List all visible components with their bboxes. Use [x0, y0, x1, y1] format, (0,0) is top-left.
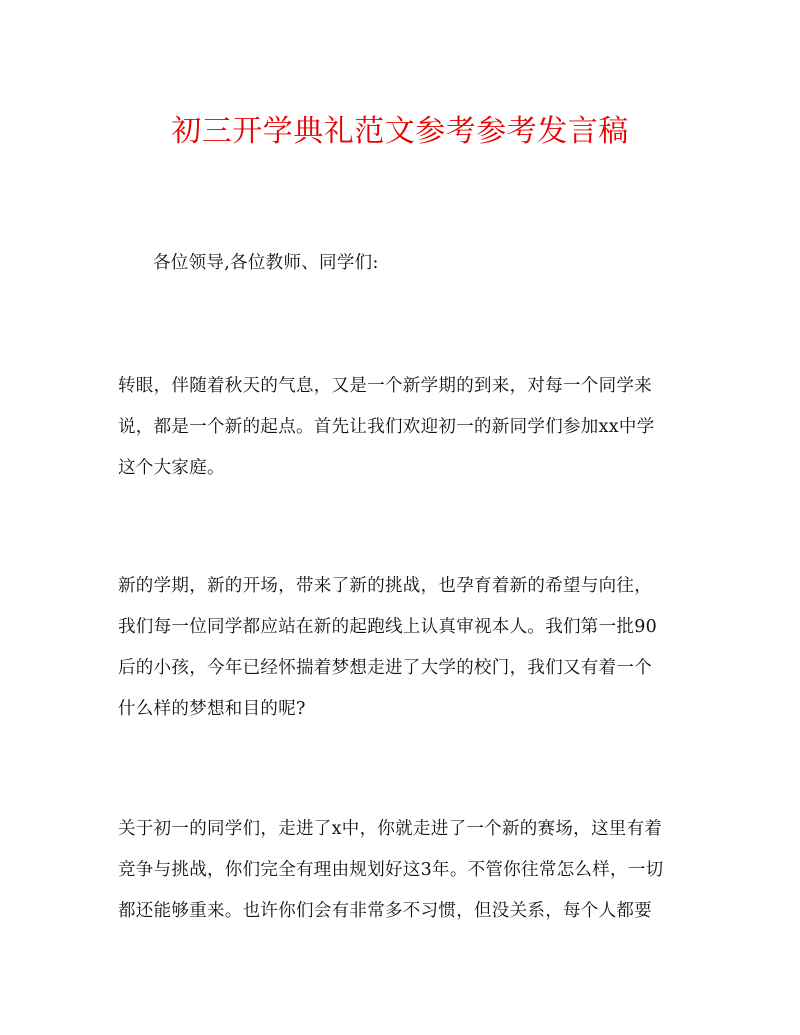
paragraph-line: 都还能够重来。也许你们会有非常多不习惯，但没关系，每个人都要 [118, 901, 652, 921]
paragraph-line: 关于初一的同学们，走进了x中，你就走进了一个新的赛场，这里有着 [118, 819, 663, 839]
document-title: 初三开学典礼范文参考参考发言稿 [171, 114, 629, 149]
paragraph [118, 366, 688, 489]
salutation: 各位领导,各位教师、同学们: [153, 253, 379, 273]
paragraph-line: 什么样的梦想和目的呢? [118, 699, 306, 719]
paragraph-line: 转眼，伴随着秋天的气息，又是一个新学期的到来，对每一个同学来 [118, 376, 652, 396]
paragraph-line: 我们每一位同学都应站在新的起跑线上认真审视本人。我们第一批90 [118, 617, 658, 637]
paragraph-line: 新的学期，新的开场，带来了新的挑战，也孕育着新的希望与向往， [118, 576, 652, 596]
paragraph-line: 竞争与挑战，你们完全有理由规划好这3年。不管你往常怎么样，一切 [118, 860, 664, 880]
paragraph-line: 说，都是一个新的起点。首先让我们欢迎初一的新同学们参加xx中学 [118, 417, 655, 437]
paragraph [118, 566, 688, 730]
paragraph-line: 后的小孩，今年已经怀揣着梦想走进了大学的校门，我们又有着一个 [118, 658, 652, 678]
paragraph-line: 这个大家庭。 [118, 458, 225, 478]
paragraph [118, 809, 688, 932]
